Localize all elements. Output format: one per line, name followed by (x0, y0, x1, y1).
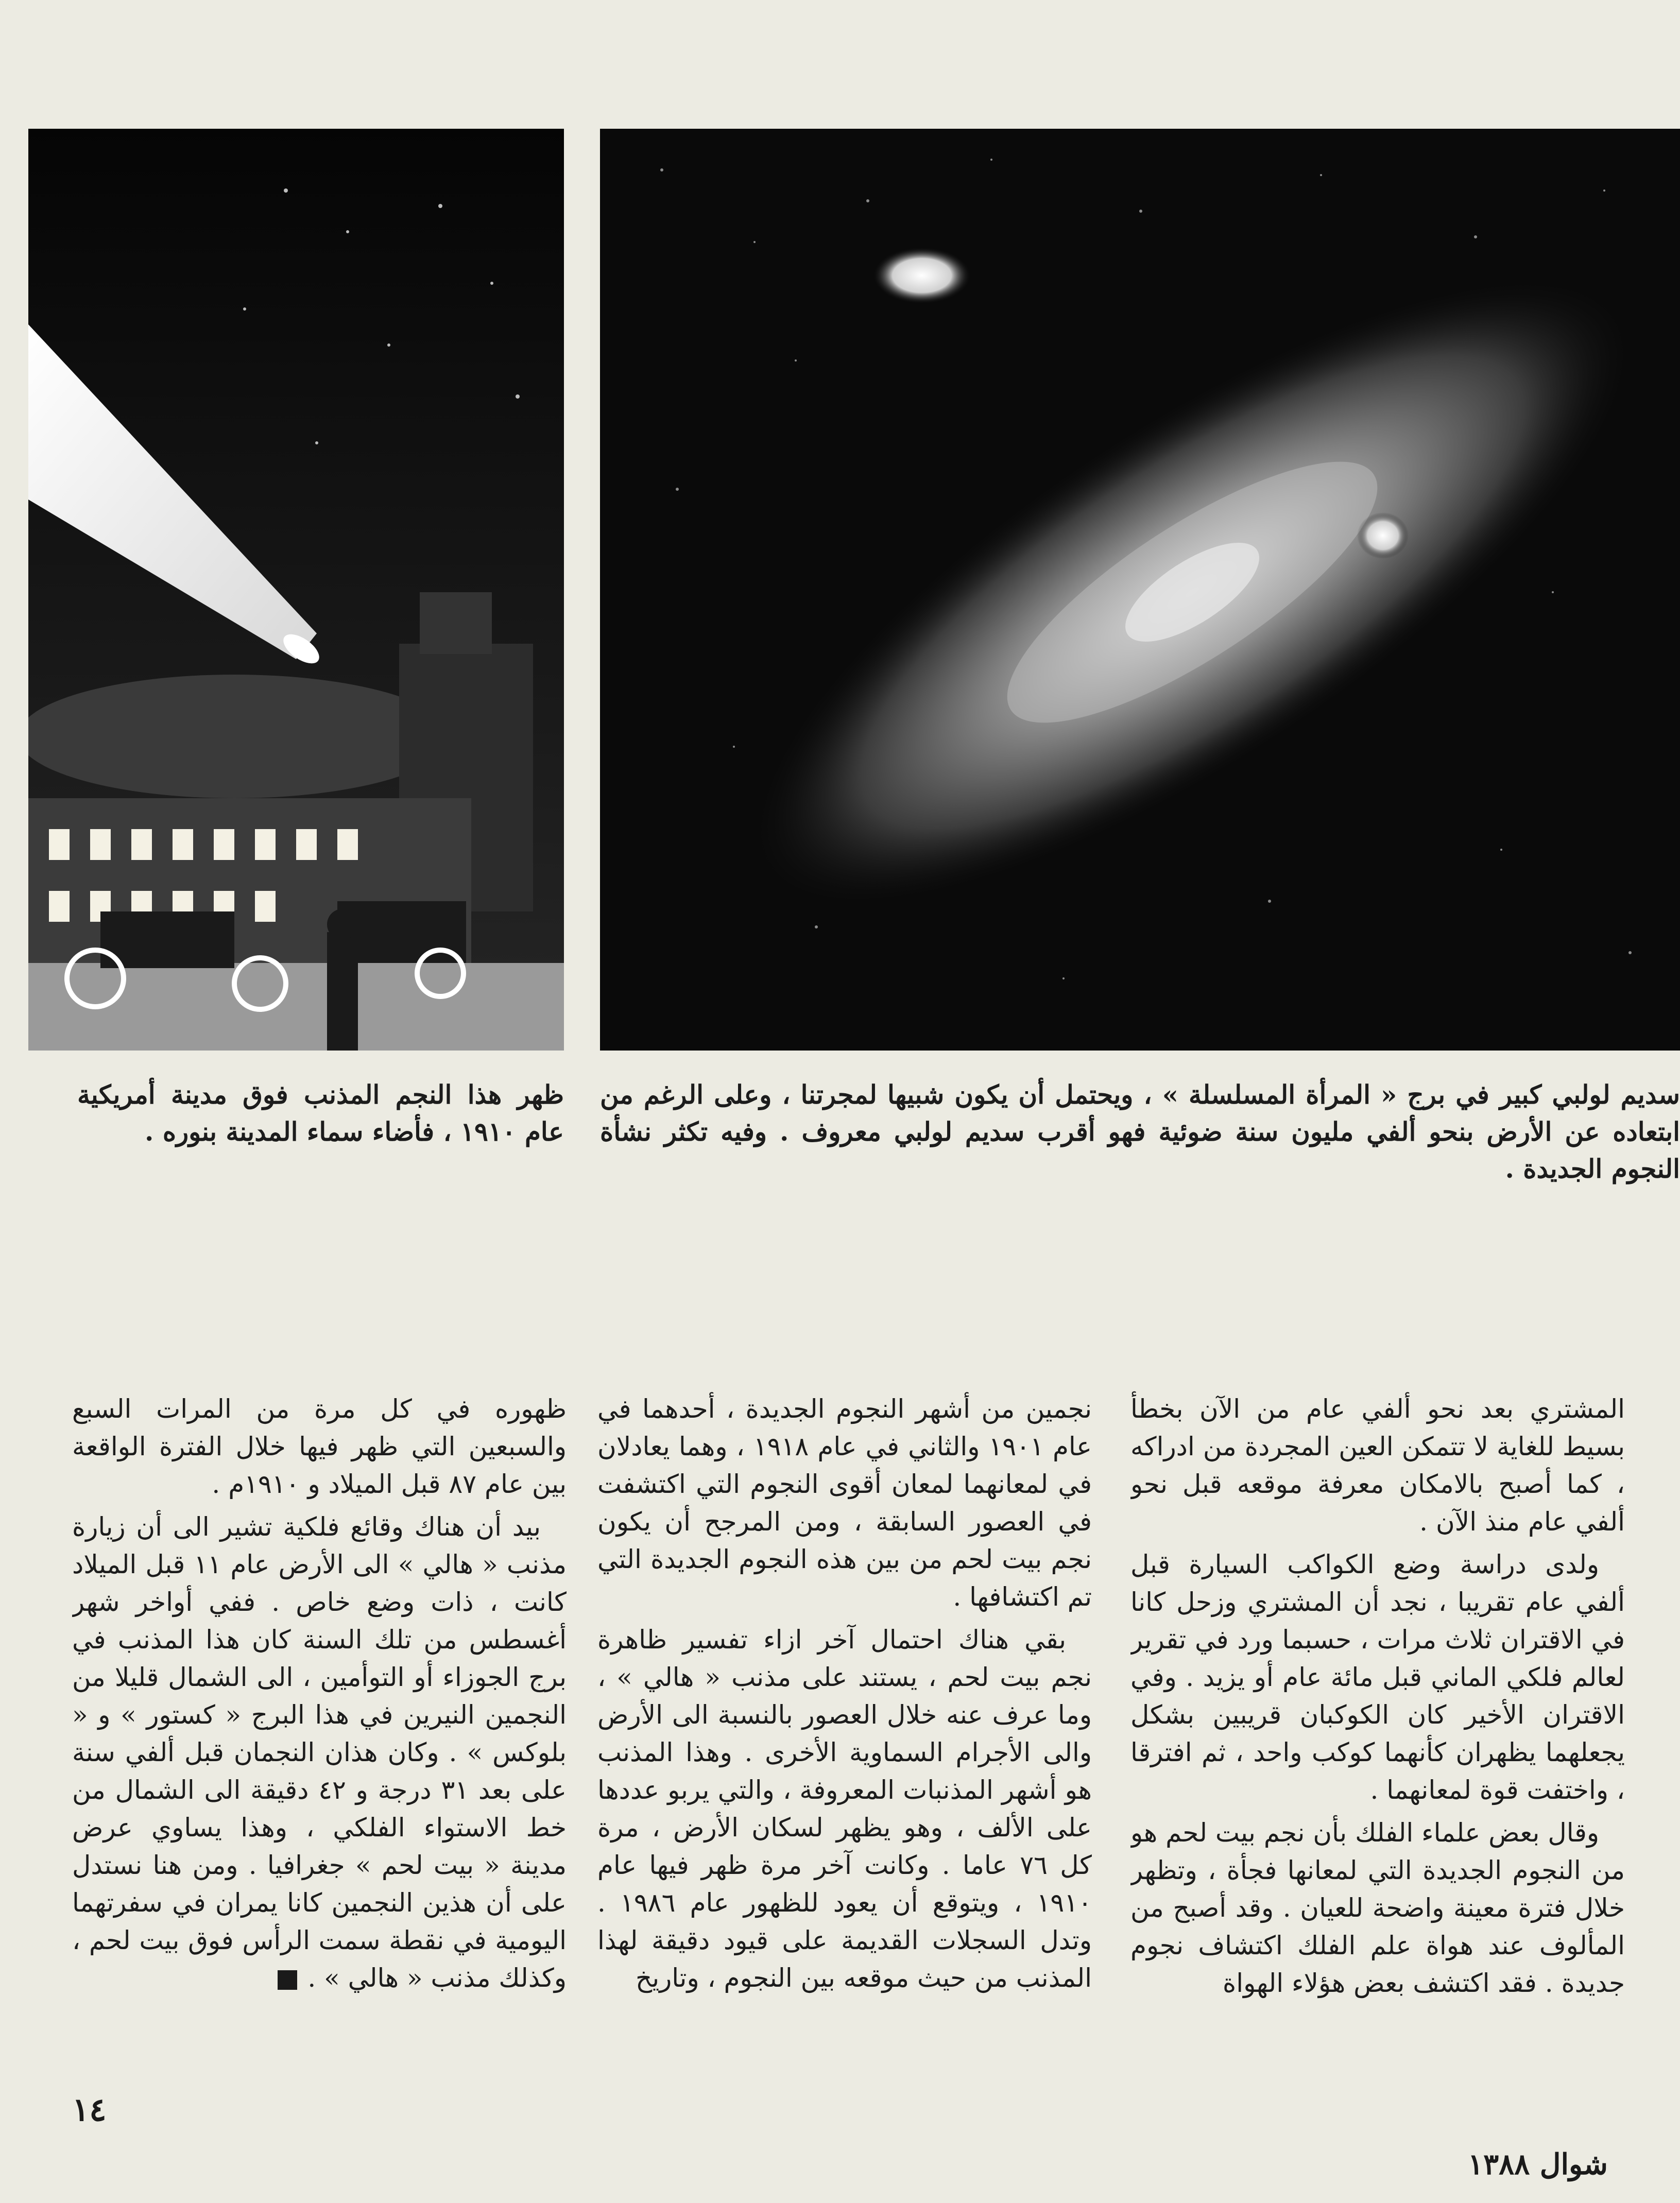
paragraph: وقال بعض علماء الفلك بأن نجم بيت لحم هو من النجوم الجديدة التي لمعانها فجأة ، وتظهر خلال فترة معينة واضحة للعيان . وقد أصبح من المألوف عند هواة علم الفلك اكتشاف نجوم جديدة . فقد اكتشف بعض هؤلاء الهواة (1130, 1818, 1625, 1998)
paragraph: ظهوره في كل مرة من المرات السبع والسبعين التي ظهر فيها خلال الفترة الواقعة بين عام ٨٧ قبل الميلاد و ١٩١٠م . (72, 1394, 567, 1499)
page-number: ١٤ (72, 2091, 107, 2128)
end-of-article-icon (278, 1970, 297, 1990)
spiral-galaxy-photo (600, 129, 1680, 1051)
paragraph: نجمين من أشهر النجوم الجديدة ، أحدهما في عام ١٩٠١ والثاني في عام ١٩١٨ ، وهما يعادلان في لمعانهما لمعان أقوى النجوم التي اكتشفت في العصور السابقة ، ومن المرجح أن يكون نجم بيت لحم من بين هذه النجوم الجديدة التي تم اكتشافها . (597, 1394, 1092, 1612)
paragraph-text: بيد أن هناك وقائع فلكية تشير الى أن زيارة مذنب « هالي » الى الأرض عام ١١ قبل الميلاد كانت ، ذات وضع خاص . ففي أواخر شهر أغسطس من تلك السنة كان هذا المذنب في برج الجوزاء أو التوأمين ، الى الشمال قليلا من النجمين النيرين في هذا البرج « كستور » و « بلوكس » . وكان هذان النجمان قبل ألفي سنة على بعد ٣١ درجة و ٤٢ دقيقة الى الشمال من خط الاستواء الفلكي ، وهذا يساوي عرض مدينة « بيت لحم » جغرافيا . ومن هنا نستدل على أن هذين النجمين كانا يمران في سفرتهما اليومية في نقطة سمت الرأس فوق بيت لحم ، وكذلك مذنب « هالي » . (72, 1512, 567, 1993)
article-column-middle (597, 1390, 1092, 2147)
paragraph: المشتري بعد نحو ألفي عام من الآن بخطأ بسيط للغاية لا تتمكن العين المجردة من ادراكه ، كما أصبح بالامكان معرفة موقعه قبل نحو ألفي عام منذ الآن . (1130, 1394, 1625, 1537)
paragraph: بقي هناك احتمال آخر ازاء تفسير ظاهرة نجم بيت لحم ، يستند على مذنب « هالي » ، وما عرف عنه خلال العصور بالنسبة الى الأرض والى الأجرام السماوية الأخرى . وهذا المذنب هو أشهر المذنبات المعروفة ، والتي يربو عددها على الألف ، وهو يظهر لسكان الأرض ، مرة كل ٧٦ عاما . وكانت آخر مرة ظهر فيها عام ١٩١٠ ، ويتوقع أن يعود للظهور عام ١٩٨٦ . وتدل السجلات القديمة على قيود دقيقة لهذا المذنب من حيث موقعه بين النجوم ، وتاريخ (597, 1625, 1092, 1993)
article-column-right (1130, 1390, 1625, 2147)
galaxy-caption: سديم لولبي كبير في برج « المرأة المسلسلة » ، ويحتمل أن يكون شبيها لمجرتنا ، وعلى الرغم من ابتعاده عن الأرض بنحو ألفي مليون سنة ضوئية فهو أقرب سديم لولبي معروف . وفيه تكثر نشأة النجوم الجديدة . (600, 1079, 1680, 1184)
spiral-galaxy-photo-icon (600, 129, 1680, 1051)
article-column-left (72, 1390, 567, 2147)
issue-date: شوال ١٣٨٨ (1468, 2147, 1608, 2181)
comet-over-city-illustration-icon (28, 129, 564, 1051)
paragraph (72, 1508, 567, 1997)
comet-over-city-illustration (28, 129, 564, 1051)
paragraph: ولدى دراسة وضع الكواكب السيارة قبل ألفي عام تقريبا ، نجد أن المشتري وزحل كانا في الاقتران ثلاث مرات ، حسبما ورد في تقرير لعالم فلكي الماني قبل مائة عام أو يزيد . وفي الاقتران الأخير كان الكوكبان قريبين بشكل يجعلهما يظهران كأنهما كوكب واحد ، ثم افترقا ، واختفت قوة لمعانهما . (1130, 1550, 1625, 1805)
comet-caption: ظهر هذا النجم المذنب فوق مدينة أمريكية عام ١٩١٠ ، فأضاء سماء المدينة بنوره . (77, 1079, 564, 1147)
